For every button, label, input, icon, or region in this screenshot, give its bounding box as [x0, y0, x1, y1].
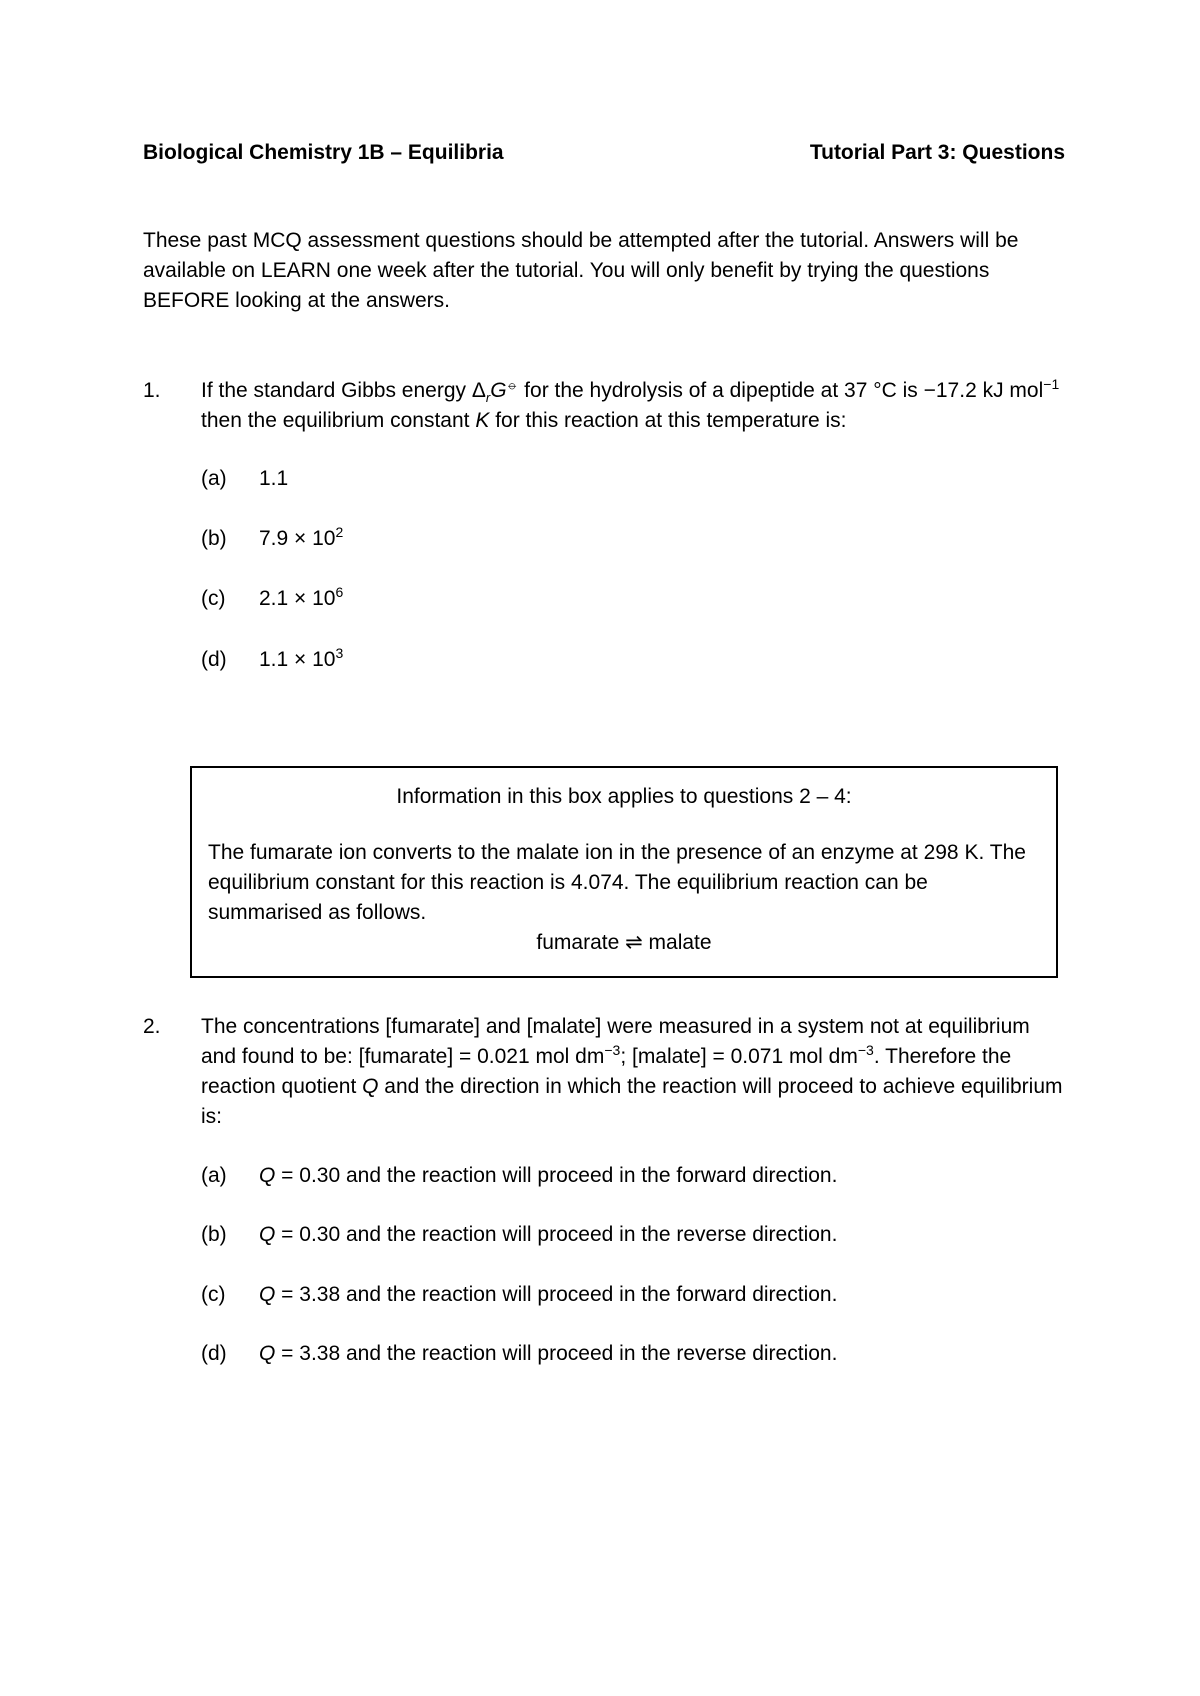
q1-option-d: (d) $1.1 \times 10^3$: [201, 645, 344, 671]
q1-option-a: (a) 1.1: [201, 467, 289, 490]
q2-option-b: (b) Q = 0.30 and the reaction will proceed in the reverse direction.: [201, 1223, 838, 1246]
q1-option-c: (c) $2.1 \times 10^6$: [201, 584, 344, 610]
q1-option-b: (b) $7.9 \times 10^2$: [201, 524, 344, 550]
question-text: If the standard Gibbs energy $\Delta_rG^⦵$ for the hydrolysis of a dipeptide at 37 °C is −17.2 kJ mol$^{-1}$ then the equilibrium constant K for this reaction at this temperature is:: [201, 376, 1060, 432]
info-box-body: The fumarate ion converts to the malate ion in the presence of an enzyme at 298 K. The equilibrium constant for this reaction is 4.074. The equilibrium reaction can be summarised as follows.: [208, 841, 1026, 924]
reaction-equation: fumarate ⇌ malate: [536, 931, 712, 954]
page-header: [143, 138, 1065, 168]
info-box-title: Information in this box applies to questions 2 – 4:: [396, 785, 852, 808]
document-page: [143, 0, 1065, 1696]
q2-option-d: (d) Q = 3.38 and the reaction will proceed in the reverse direction.: [201, 1342, 838, 1365]
intro-paragraph: These past MCQ assessment questions should be attempted after the tutorial. Answers will be available on LEARN one week after the tutorial. You will only benefit by trying the questions BEFORE looking at the answers.: [143, 229, 1019, 312]
question-2: [143, 1012, 1065, 1132]
q2-option-a: (a) Q = 0.30 and the reaction will proceed in the forward direction.: [201, 1164, 838, 1187]
tutorial-title: Tutorial Part 3: Questions: [809, 141, 1065, 164]
q2-option-c: (c) Q = 3.38 and the reaction will proceed in the forward direction.: [201, 1283, 838, 1306]
question-number: 1.: [143, 379, 161, 402]
info-box: [190, 766, 1058, 978]
course-title: Biological Chemistry 1B – Equilibria: [143, 141, 504, 164]
question-1: [143, 376, 1065, 436]
question-text: The concentrations [fumarate] and [malate] were measured in a system not at equilibrium and found to be: [fumarate] = 0.021 mol $dm^{-3}$; [malate] = 0.071 mol $dm^{-3}$. Therefore the reaction quotient Q and the direction in which the reaction will proceed to achieve equilibrium is:: [201, 1015, 1063, 1128]
standard-state-symbol: ⦵: [506, 376, 519, 392]
question-number: 2.: [143, 1015, 161, 1038]
